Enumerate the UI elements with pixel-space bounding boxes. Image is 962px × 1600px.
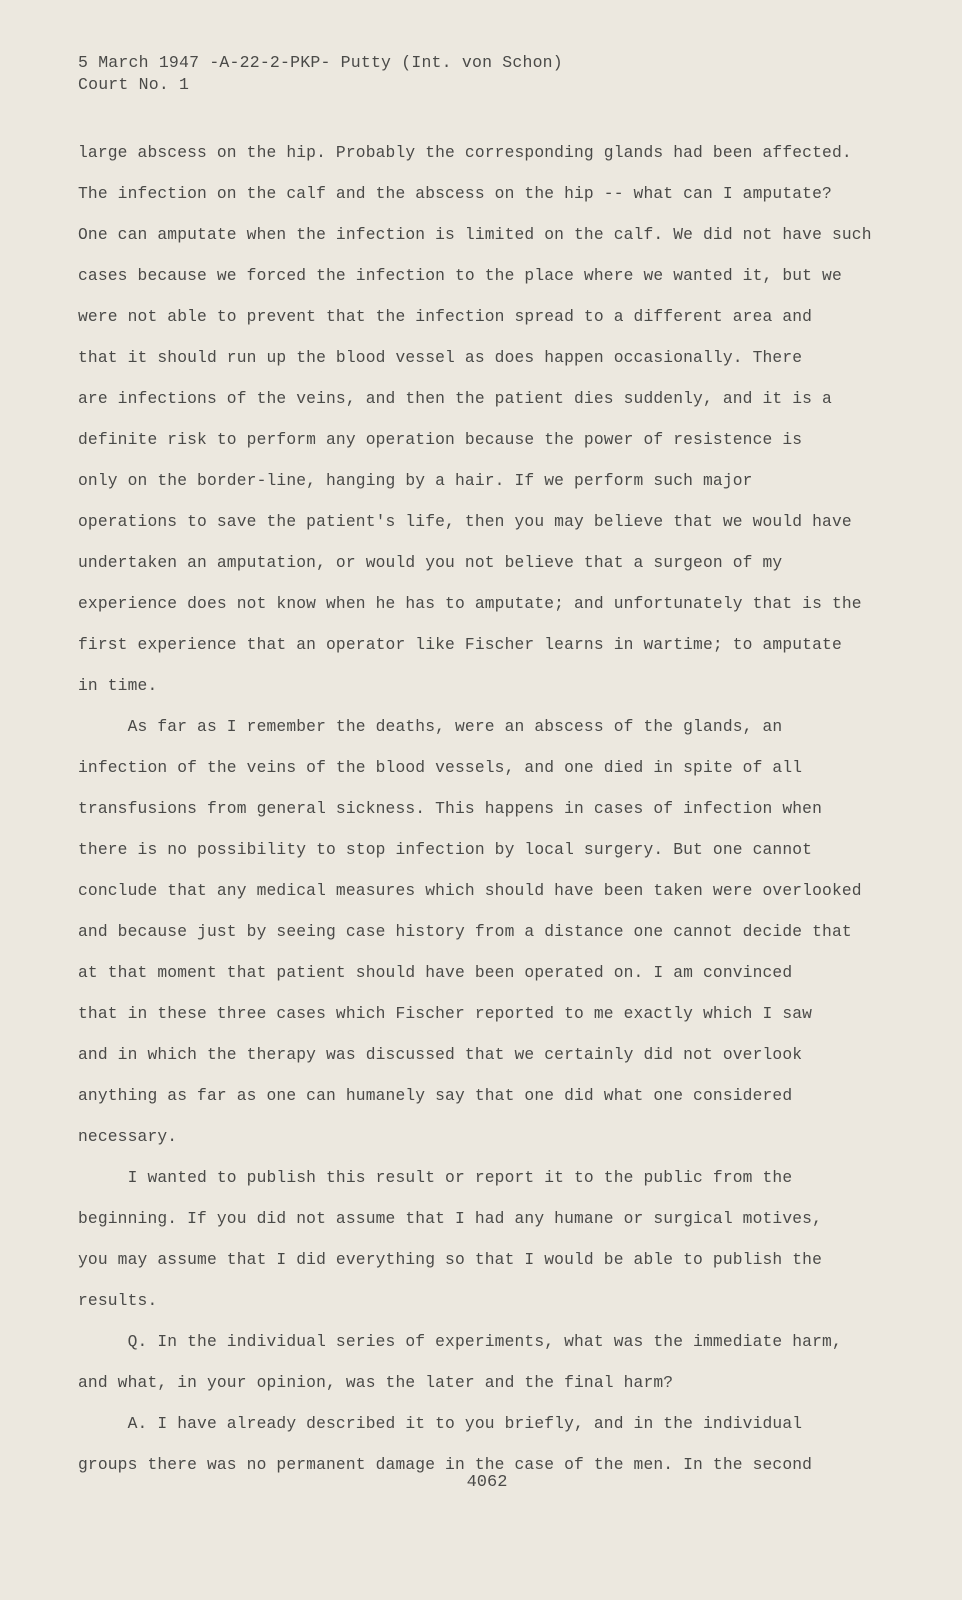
document-header — [78, 52, 563, 96]
text-line: One can amputate when the infection is limited on the calf. We did not have such — [78, 225, 872, 244]
text-line: and because just by seeing case history from a distance one cannot decide that — [78, 922, 852, 941]
text-line: large abscess on the hip. Probably the corresponding glands had been affected. — [78, 143, 852, 162]
page-number: 4062 — [466, 1473, 508, 1492]
text-line: Q. In the individual series of experiments, what was the immediate harm, — [78, 1332, 842, 1351]
text-line: were not able to prevent that the infection spread to a different area and — [78, 307, 813, 326]
text-line: transfusions from general sickness. This happens in cases of infection when — [78, 799, 823, 818]
text-line: that it should run up the blood vessel as does happen occasionally. There — [78, 348, 803, 367]
text-line: you may assume that I did everything so that I would be able to publish the — [78, 1250, 823, 1269]
text-line: As far as I remember the deaths, were an abscess of the glands, an — [78, 717, 783, 736]
text-line: operations to save the patient's life, then you may believe that we would have — [78, 512, 852, 531]
text-line: and what, in your opinion, was the later and the final harm? — [78, 1373, 674, 1392]
header-court-line: Court No. 1 — [78, 75, 190, 94]
text-line: at that moment that patient should have been operated on. I am convinced — [78, 963, 793, 982]
transcript-body — [78, 132, 908, 1485]
text-line: that in these three cases which Fischer reported to me exactly which I saw — [78, 1004, 813, 1023]
text-line: I wanted to publish this result or report it to the public from the — [78, 1168, 793, 1187]
text-line: necessary. — [78, 1127, 178, 1146]
text-line: first experience that an operator like Fischer learns in wartime; to amputate — [78, 635, 842, 654]
text-line: there is no possibility to stop infection by local surgery. But one cannot — [78, 840, 813, 859]
header-date-line: 5 March 1947 -A-22-2-PKP- Putty (Int. von Schon) — [78, 53, 563, 72]
text-line: and in which the therapy was discussed that we certainly did not overlook — [78, 1045, 803, 1064]
text-line: groups there was no permanent damage in the case of the men. In the second — [78, 1455, 813, 1474]
text-line: The infection on the calf and the abscess on the hip -- what can I amputate? — [78, 184, 832, 203]
text-line: anything as far as one can humanely say that one did what one considered — [78, 1086, 793, 1105]
text-line: conclude that any medical measures which should have been taken were overlooked — [78, 881, 862, 900]
text-line: experience does not know when he has to amputate; and unfortunately that is the — [78, 594, 862, 613]
text-line: results. — [78, 1291, 158, 1310]
text-line: definite risk to perform any operation because the power of resistence is — [78, 430, 803, 449]
text-line: undertaken an amputation, or would you not believe that a surgeon of my — [78, 553, 783, 572]
text-line: cases because we forced the infection to the place where we wanted it, but we — [78, 266, 842, 285]
text-line: only on the border-line, hanging by a hair. If we perform such major — [78, 471, 753, 490]
text-line: are infections of the veins, and then the patient dies suddenly, and it is a — [78, 389, 832, 408]
text-line: A. I have already described it to you briefly, and in the individual — [78, 1414, 803, 1433]
text-line: infection of the veins of the blood vessels, and one died in spite of all — [78, 758, 803, 777]
text-line: in time. — [78, 676, 158, 695]
text-line: beginning. If you did not assume that I had any humane or surgical motives, — [78, 1209, 823, 1228]
